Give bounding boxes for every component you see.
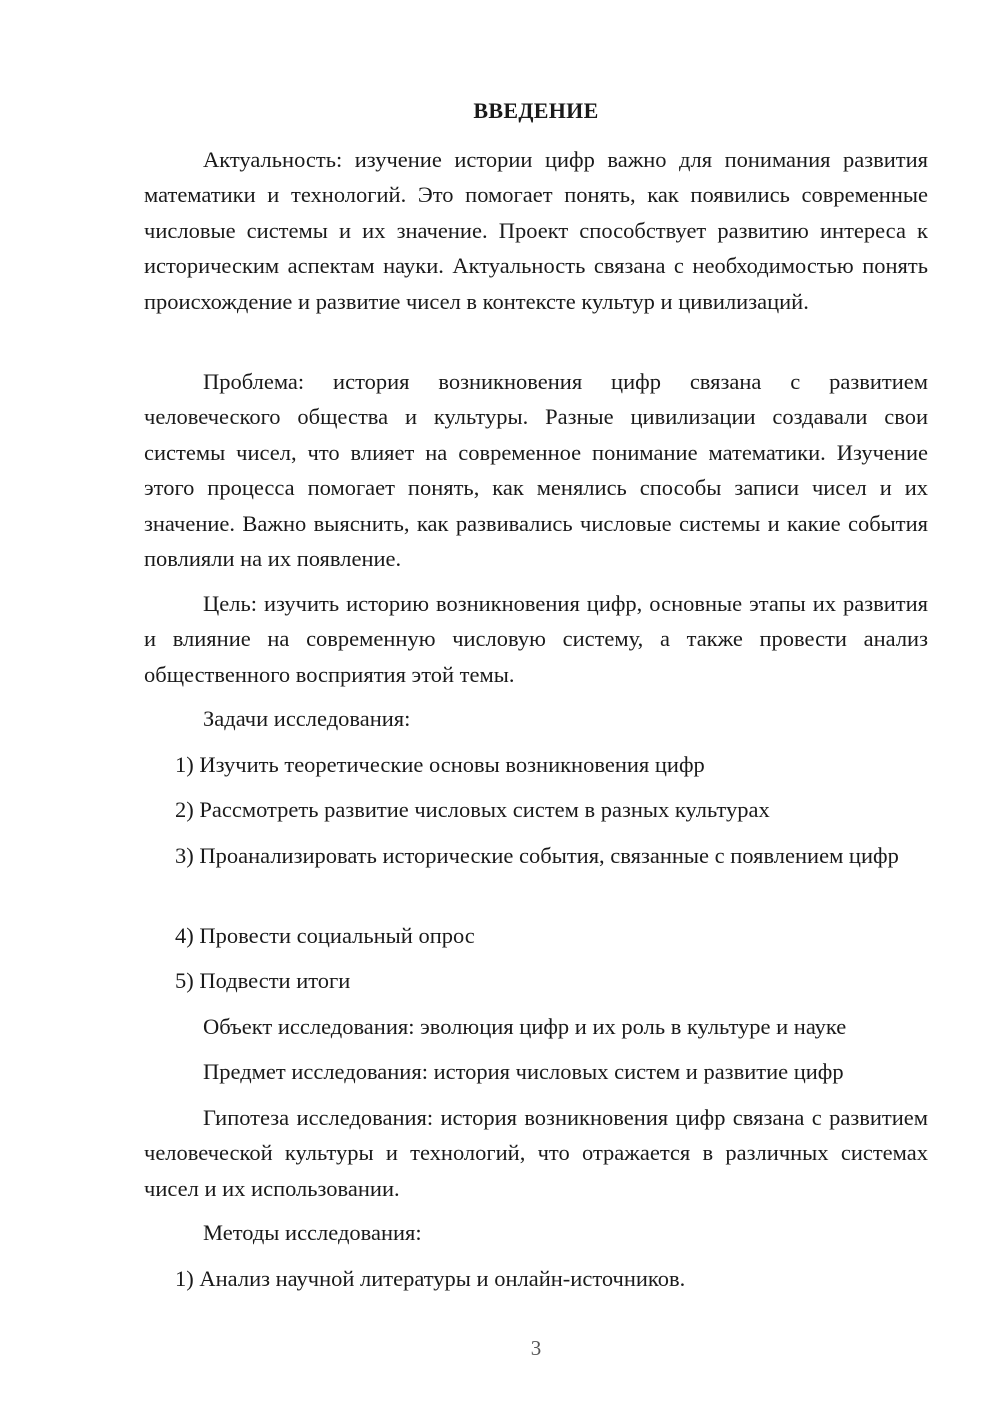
problem-paragraph-block <box>144 364 928 576</box>
problem-paragraph: Проблема: история возникновения цифр связана с развитием человеческого общества и культуры. Разные цивилизации создавали свои системы чисел, что влияет на современное понимание математики. Изучение этого процесса помогает понять, как менялись способы записи чисел и их значение. Важно выяснить, как развивались числовые системы и какие события повлияли на их появление. <box>144 369 928 572</box>
task-item-2-block <box>144 792 928 827</box>
goal-paragraph: Цель: изучить историю возникновения цифр, основные этапы их развития и влияние на современную числовую систему, а также провести анализ общественного восприятия этой темы. <box>144 591 928 687</box>
task-item: 3) Проанализировать исторические события, связанные с появлением цифр <box>175 843 899 868</box>
object-block <box>144 1009 928 1044</box>
task-item-3-block <box>144 838 928 873</box>
research-subject: Предмет исследования: история числовых систем и развитие цифр <box>203 1059 844 1084</box>
tasks-heading: Задачи исследования: <box>203 706 411 731</box>
relevance-paragraph-block <box>144 142 928 319</box>
page-number: 3 <box>530 1336 542 1360</box>
task-item: 2) Рассмотреть развитие числовых систем в разных культурах <box>175 797 770 822</box>
method-item: 1) Анализ научной литературы и онлайн-источников. <box>175 1266 686 1291</box>
methods-heading: Методы исследования: <box>203 1220 422 1245</box>
task-item: 1) Изучить теоретические основы возникновения цифр <box>175 752 705 777</box>
task-item: 4) Провести социальный опрос <box>175 923 475 948</box>
method-item-1-block <box>144 1261 928 1296</box>
research-hypothesis: Гипотеза исследования: история возникновения цифр связана с развитием человеческой культуры и технологий, что отражается в различных системах чисел и их использовании. <box>144 1105 928 1201</box>
task-item-1-block <box>144 747 928 782</box>
relevance-paragraph: Актуальность: изучение истории цифр важно для понимания развития математики и технологий. Это помогает понять, как появились современные числовые системы и их значение. Проект способствует развитию интереса к историческим аспектам науки. Актуальность связана с необходимостью понять происхождение и развитие чисел в контексте культур и цивилизаций. <box>144 147 928 314</box>
subject-block <box>144 1054 928 1089</box>
tasks-heading-block <box>144 701 928 736</box>
hypothesis-block <box>144 1100 928 1206</box>
methods-heading-block <box>144 1215 928 1250</box>
task-item-5-block <box>144 963 928 998</box>
goal-paragraph-block <box>144 586 928 692</box>
research-object: Объект исследования: эволюция цифр и их роль в культуре и науке <box>203 1014 847 1039</box>
task-item: 5) Подвести итоги <box>175 968 351 993</box>
section-heading: ВВЕДЕНИЕ <box>473 98 599 123</box>
task-item-4-block <box>144 918 928 953</box>
